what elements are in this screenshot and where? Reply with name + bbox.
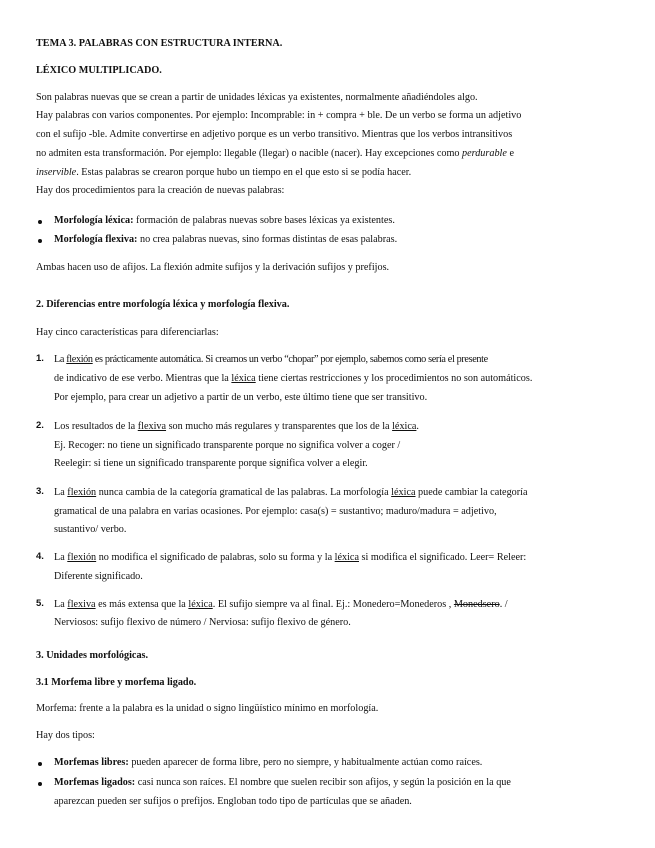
diff-item-2-line-2: Ej. Recoger: no tiene un significado transparente porque no significa volver a coger / [54,440,401,451]
types-intro: Hay dos tipos: [36,730,95,741]
list-item-morfologia-flexiva: Morfología flexiva: no crea palabras nuevas, sino formas distintas de esas palabras. [54,234,398,245]
section-heading-3: 3. Unidades morfológicas. [36,650,149,661]
bullet-icon [38,220,42,224]
example-inservible: inservible [36,167,77,178]
bullet-icon [38,762,42,766]
subsection-heading-3-1: 3.1 Morfema libre y morfema ligado. [36,677,197,688]
list-number: 4. [36,551,44,562]
section-heading-2: 2. Diferencias entre morfología léxica y morfología flexiva. [36,299,290,310]
diff-item-2-line-1: Los resultados de la flexiva son mucho más regulares y transparentes que los de la léxica. [54,421,419,432]
intro-line-5: inservible. Estas palabras se crearon porque hubo un tiempo en el que esto si se podía hacer. [36,167,412,178]
morfema-definition: Morfema: frente a la palabra es la unidad o signo lingüístico mínimo en morfología. [36,703,379,714]
list-item-morfemas-libres: Morfemas libres: pueden aparecer de forma libre, pero no siempre, y habitualmente actúan como raíces. [54,757,483,768]
example-perdurable: perdurable [462,148,507,159]
list-number: 5. [36,598,44,609]
diff-item-4-line-2: Diferente significado. [54,571,143,582]
intro-line-2: Hay palabras con varios componentes. Por ejemplo: Incomprable: in + compra + ble. De un verbo se forma un adjetivo [36,110,522,121]
intro-line-3: con el sufijo -ble. Admite convertirse en adjetivo porque es un verbo transitivo. Mientras que los verbos intransitivos [36,129,513,140]
diff-item-1-line-1: La flexión es prácticamente automática. Si creamos un verbo “chopar” por ejemplo, sabemos como sería el presente [54,354,488,365]
list-item-morfemas-ligados-cont: aparezcan pueden ser sufijos o prefijos. Engloban todo tipo de partículas que se añaden. [54,796,412,807]
bullet-icon [38,239,42,243]
list-item-morfologia-lexica: Morfología léxica: formación de palabras nuevas sobre bases léxicas ya existentes. [54,215,395,226]
page-title: TEMA 3. PALABRAS CON ESTRUCTURA INTERNA. [36,38,283,49]
list-item-morfemas-ligados: Morfemas ligados: casi nunca son raíces. El nombre que suelen recibir son afijos, y según la posición en la que [54,777,511,788]
diff-item-2-line-3: Reelegir: si tiene un significado transparente porque significa volver a elegir. [54,458,368,469]
diff-item-1-line-3: Por ejemplo, para crear un adjetivo a partir de un verbo, este último tiene que ser transitivo. [54,392,428,403]
diff-item-1-line-2: de indicativo de ese verbo. Mientras que la léxica tiene ciertas restricciones y los procedimientos no son automáticos. [54,373,533,384]
bullet-icon [38,782,42,786]
list-number: 3. [36,486,44,497]
intro-line-1: Son palabras nuevas que se crean a partir de unidades léxicas ya existentes, normalmente añadiéndoles algo. [36,92,478,103]
intro-line-6: Hay dos procedimientos para la creación de nuevas palabras: [36,185,285,196]
diff-item-3-line-3: sustantivo/ verbo. [54,524,127,535]
list-number: 2. [36,420,44,431]
diff-item-5-line-1: La flexiva es más extensa que la léxica. El sufijo siempre va al final. Ej.: Monedero=Monederos , Monedsero. / [54,599,508,610]
section-heading-lexico: LÉXICO MULTIPLICADO. [36,65,162,76]
intro-line-4: no admiten esta transformación. Por ejemplo: llegable (llegar) o nacible (nacer). Hay excepciones como perdurable e [36,148,514,159]
list-number: 1. [36,353,44,364]
diff-item-5-line-2: Nerviosos: sufijo flexivo de número / Nerviosa: sufijo flexivo de género. [54,617,351,628]
diff-item-4-line-1: La flexión no modifica el significado de palabras, solo su forma y la léxica si modifica el significado. Leer= Releer: [54,552,527,563]
section-2-intro: Hay cinco características para diferenciarlas: [36,327,219,338]
affixes-note: Ambas hacen uso de afijos. La flexión admite sufijos y la derivación sufijos y prefijos. [36,262,390,273]
diff-item-3-line-1: La flexión nunca cambia de la categoría gramatical de las palabras. La morfología léxica puede cambiar la categoría [54,487,528,498]
diff-item-3-line-2: gramatical de una palabra en varias ocasiones. Por ejemplo: casa(s) = sustantivo; maduro/madura = adjetivo, [54,506,497,517]
